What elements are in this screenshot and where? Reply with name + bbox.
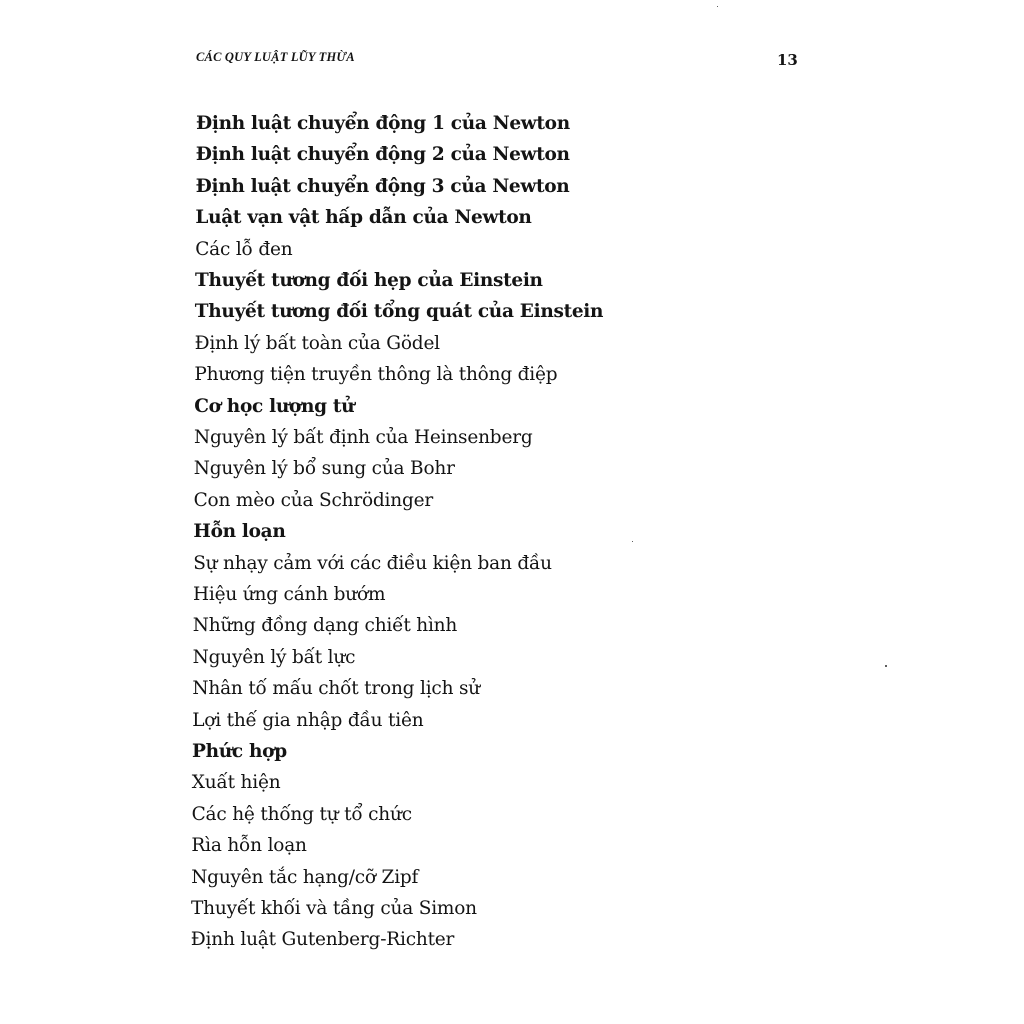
section-heading: Hỗn loạn bbox=[193, 521, 286, 543]
section-heading: Thuyết tương đối tổng quát của Einstein bbox=[194, 301, 604, 323]
section-heading: Định luật chuyển động 2 của Newton bbox=[195, 144, 570, 166]
list-item: Nguyên lý bổ sung của Bohr bbox=[193, 458, 455, 480]
list-item: Xuất hiện bbox=[191, 772, 281, 794]
list-item: Những đồng dạng chiết hình bbox=[192, 615, 458, 637]
section-heading: Cơ học lượng tử bbox=[194, 395, 355, 417]
list-item: Thuyết khối và tầng của Simon bbox=[191, 898, 477, 919]
list-item: Các hệ thống tự tổ chức bbox=[191, 803, 412, 825]
list-item: Rìa hỗn loạn bbox=[191, 835, 307, 857]
list-item: Nguyên lý bất lực bbox=[192, 646, 356, 668]
list-item: Nguyên tắc hạng/cỡ Zipf bbox=[191, 866, 419, 888]
list-item: Hiệu ứng cánh bướm bbox=[193, 584, 386, 605]
running-header: CÁC QUY LUẬT LŨY THỪA bbox=[196, 50, 355, 64]
list-item: Nhân tố mấu chốt trong lịch sử bbox=[192, 678, 480, 700]
list-item: Nguyên lý bất định của Heinsenberg bbox=[194, 427, 533, 448]
list-item: Các lỗ đen bbox=[195, 238, 293, 260]
section-heading: Định luật chuyển động 3 của Newton bbox=[195, 175, 570, 197]
section-heading: Thuyết tương đối hẹp của Einstein bbox=[195, 270, 543, 291]
list-item: Định lý bất toàn của Gödel bbox=[194, 332, 440, 354]
list-item: Con mèo của Schrödinger bbox=[193, 489, 434, 511]
scan-speck bbox=[885, 665, 887, 667]
section-heading: Phức hợp bbox=[192, 741, 287, 762]
page-number: 13 bbox=[777, 51, 798, 69]
scan-speck bbox=[717, 6, 718, 7]
scan-speck bbox=[632, 541, 633, 542]
list-item: Phương tiện truyền thông là thông điệp bbox=[194, 364, 558, 386]
list-item: Định luật Gutenberg-Richter bbox=[190, 929, 455, 951]
section-heading: Định luật chuyển động 1 của Newton bbox=[196, 113, 570, 134]
list-item: Sự nhạy cảm với các điều kiện ban đầu bbox=[193, 552, 552, 574]
section-heading: Luật vạn vật hấp dẫn của Newton bbox=[195, 207, 532, 229]
list-item: Lợi thế gia nhập đầu tiên bbox=[192, 709, 424, 731]
